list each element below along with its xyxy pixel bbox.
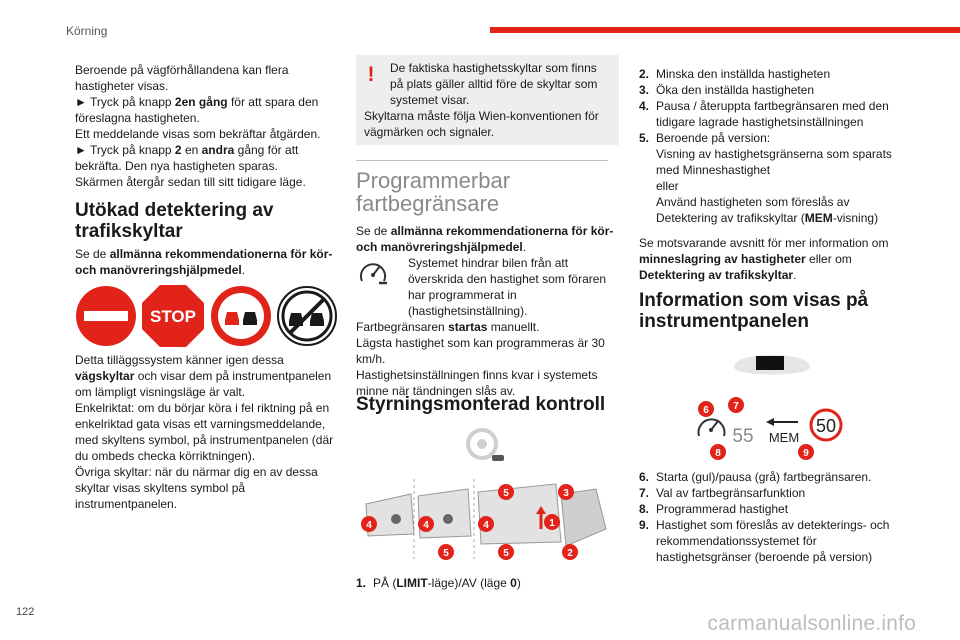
callout-1: 1 (549, 518, 555, 529)
page-number: 122 (16, 606, 35, 618)
legend-num-1: 1. (356, 576, 367, 590)
callout-4c: 4 (483, 520, 489, 531)
callout-4b: 4 (423, 520, 429, 531)
section-title-line-2: fartbegränsare (356, 191, 500, 216)
legend-text-6: Starta (gul)/pausa (grå) fartbegränsaren. (656, 470, 872, 484)
warning-box (356, 55, 619, 145)
callout-5b: 5 (503, 488, 509, 499)
body-paragraph-2: Enkelriktat: om du börjar köra i fel riktning på en enkelriktad gata visas ett varningsmeddelande, med skyltens symbol, på instrumentpanelen (där du ombeds checka körriktningen). (75, 401, 334, 463)
legend-text-3: Öka den inställda hastigheten (656, 83, 815, 97)
body-paragraph-1: Detta tilläggssystem känner igen dessa vägskyltar och visar dem på instrumentpanelen om lämpligt visningsläge är valt. (75, 353, 332, 399)
legend-text-1: PÅ (LIMIT-läge)/AV (läge 0) (373, 576, 521, 590)
callout-8: 8 (715, 448, 721, 459)
intro-paragraph-3: Ett meddelande visas som bekräftar åtgärden. (75, 127, 321, 141)
legend-text-4: Pausa / återuppta fartbegränsaren med den tidigare lagrade hastighetsinställningen (656, 99, 889, 129)
intro-paragraph-1: Beroende på vägförhållandena kan flera hastigheter visas. (75, 63, 289, 93)
warning-text-1: De faktiska hastighetsskyltar som finns på plats gäller alltid före de skyltar som systemet visar. (390, 61, 598, 107)
suggested-speed-value: 50 (815, 416, 837, 436)
legend-text-2: Minska den inställda hastigheten (656, 67, 831, 81)
callout-3: 3 (563, 488, 569, 499)
programmable-limiter-title-block (356, 160, 619, 215)
legend-text-8: Programmerad hastighet (656, 502, 789, 516)
section-title-line-1: Programmerbar (356, 168, 511, 193)
column-2-limiter-text (356, 255, 619, 399)
see-recommendations-1: Se de allmänna rekommendationerna för kör- och manövreringshjälpmedel. (75, 247, 333, 277)
min-speed: Lägsta hastighet som kan programmeras är 30 km/h. (356, 336, 605, 366)
cluster-display-detail (694, 392, 844, 462)
steering-wheel-icon (462, 428, 506, 464)
legend-text-7: Val av fartbegränsarfunktion (656, 486, 806, 500)
callout-7: 7 (733, 401, 739, 412)
no-entry-sign-icon (75, 285, 137, 347)
section-heading-traffic-signs: Utökad detektering av trafikskyltar (75, 200, 274, 242)
intro-paragraph-4: ► Tryck på knapp 2 en andra gång för att bekräfta. Den nya hastigheten sparas. (75, 143, 299, 173)
left-arrow-icon (766, 418, 798, 426)
steering-legend-1 (356, 575, 619, 591)
column-1-intro (75, 62, 339, 190)
watermark: carmanualsonline.info (707, 612, 916, 635)
callout-6: 6 (703, 405, 709, 416)
see-recommendations-2: Se de allmänna rekommendationerna för kör- och manövreringshjälpmedel. (356, 224, 614, 254)
limiter-gauge-icon (699, 419, 725, 436)
steering-stalk-diagram (356, 474, 618, 564)
running-header: Körning (66, 24, 108, 38)
stop-sign-icon (141, 284, 205, 348)
see-also-paragraph: Se motsvarande avsnitt för mer information om minneslagring av hastigheter eller om Detektering av trafikskyltar. (639, 236, 889, 282)
body-paragraph-3: Övriga skyltar: när du närmar dig en av dessa skyltar visas skyltens symbol på instrumentpanelen. (75, 465, 318, 511)
stalk-view-3 (478, 484, 606, 546)
programmed-speed-value: 55 (732, 426, 754, 447)
no-overtaking-sign-icon (210, 285, 272, 347)
instrument-cluster-icon (730, 345, 814, 383)
callout-9: 9 (803, 448, 809, 459)
section-heading-steering-control: Styrningsmonterad kontroll (356, 394, 606, 415)
section-heading-instrument-panel: Information som visas på instrumentpanelen (639, 290, 869, 332)
manual-start: Fartbegränsaren startas manuellt. (356, 320, 540, 334)
stop-sign-text: STOP (150, 307, 196, 326)
warning-text-2: Skyltarna måste följa Wien-konventionen för vägmärken och signaler. (364, 109, 599, 139)
callout-2: 2 (567, 548, 573, 559)
mem-label: MEM (768, 430, 800, 445)
legend-text-5: Beroende på version: Visning av hastighetsgränserna som sparats med Minneshastighet eller Använd hastigheten som föreslås av Detektering av trafikskyltar (MEM-visning) (656, 131, 892, 225)
warning-exclamation-icon: ! (367, 63, 375, 86)
steering-legend-2-5: 2. Minska den inställda hastigheten 3. Öka den inställda hastigheten 4. Pausa / återuppta fartbegränsaren med den tidigare lagrade hastighetsinställningen 5. Beroende på version: Visning av hastighetsgränserna som sparats med Minneshastighet eller Använd hastigheten som föreslås av Detektering av trafikskyltar (MEM-visning) Se motsvarande avsnitt för mer information om minneslagring av hastigheter eller om Detektering av trafikskyltar. (639, 66, 901, 283)
system-description: Systemet hindrar bilen från att överskrida den hastighet som föraren har programmerat in (hastighetsinställning). (408, 256, 607, 318)
end-no-overtaking-sign-icon (276, 285, 338, 347)
cluster-legend: 6. Starta (gul)/pausa (grå) fartbegränsaren. 7. Val av fartbegränsarfunktion 8. Programmerad hastighet 9. Hastighet som föreslås av detekterings- och rekommendationssystemet för hastighetsgränser (beroende på version) (639, 469, 901, 565)
column-1-body (75, 352, 339, 512)
callout-4a: 4 (366, 520, 372, 531)
callout-5c: 5 (503, 548, 509, 559)
intro-paragraph-5: Skärmen återgår sedan till sitt tidigare läge. (75, 175, 306, 189)
callout-5a: 5 (443, 548, 449, 559)
memory-note: Hastighetsinställningen finns kvar i systemets minne när tändningen slås av. (356, 368, 598, 398)
legend-text-9: Hastighet som föreslås av detekterings- och rekommendationssystemet för hastighetsgränser (beroende på version) (656, 518, 890, 564)
header-accent-bar (490, 27, 960, 33)
intro-paragraph-2: ► Tryck på knapp 2en gång för att spara den föreslagna hastigheten. (75, 95, 319, 125)
